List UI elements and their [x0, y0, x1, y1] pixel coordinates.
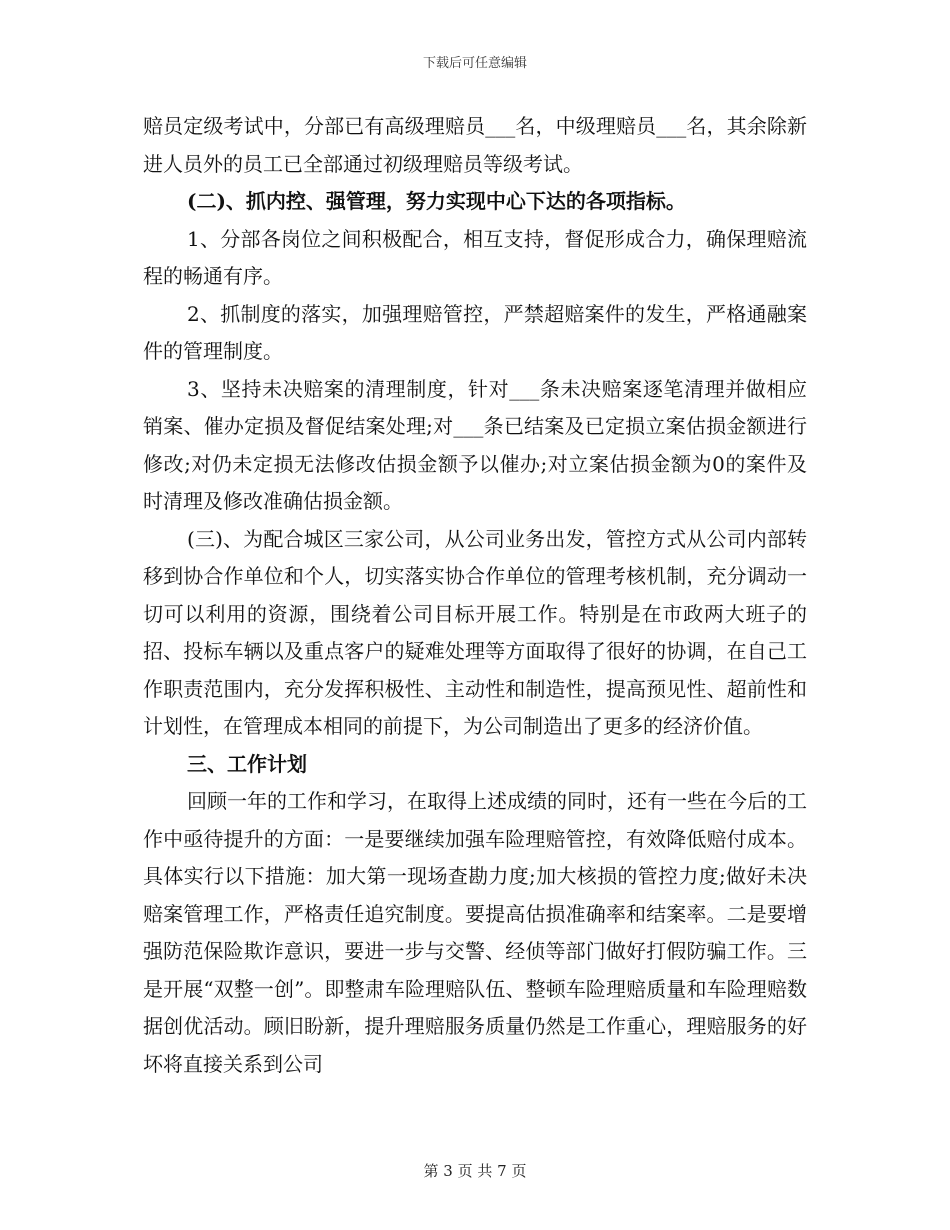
section-heading-work-plan: 三、工作计划: [187, 751, 307, 776]
page-header: 下载后可任意编辑: [422, 56, 527, 71]
document-body: [143, 108, 807, 1083]
section-heading-2: (二)、抓内控、强管理，努力实现中心下达的各项指标。: [187, 189, 686, 213]
paragraph-item-1: 1、分部各岗位之间积极配合，相互支持，督促形成合力，确保理赔流程的畅通有序。: [143, 226, 807, 288]
paragraph-item-2: 2、抓制度的落实，加强理赔管控，严禁超赔案件的发生，严格通融案件的管理制度。: [143, 301, 807, 363]
page-footer: 第 3 页 共 7 页: [423, 1162, 527, 1180]
paragraph-continuation: 赔员定级考试中，分部已有高级理赔员___名，中级理赔员___名，其余除新进人员外的员工已全部通过初级理赔员等级考试。: [143, 114, 807, 176]
section-3-paragraph: (三)、为配合城区三家公司，从公司业务出发，管控方式从公司内部转移到协合作单位和个人，切实落实协合作单位的管理考核机制，充分调动一切可以利用的资源，围绕着公司目标开展工作。特别是在市政两大班子的招、投标车辆以及重点客户的疑难处理等方面取得了很好的协调，在自己工作职责范围内，充分发挥积极性、主动性和制造性，提高预见性、超前性和计划性，在管理成本相同的前提下，为公司制造出了更多的经济价值。: [143, 526, 807, 738]
paragraph-item-3: 3、坚持未决赔案的清理制度，针对___条未决赔案逐笔清理并做相应销案、催办定损及督促结案处理;对___条已结案及已定损立案估损金额进行修改;对仍未定损无法修改估损金额予以催办;对立案估损金额为0的案件及时清理及修改准确估损金额。: [143, 376, 807, 513]
work-plan-paragraph: 回顾一年的工作和学习，在取得上述成绩的同时，还有一些在今后的工作中亟待提升的方面：一是要继续加强车险理赔管控，有效降低赔付成本。具体实行以下措施：加大第一现场查勘力度;加大核损的管控力度;做好未决赔案管理工作，严格责任追究制度。要提高估损准确率和结案率。二是要增强防范保险欺诈意识，要进一步与交警、经侦等部门做好打假防骗工作。三是开展“双整一创”。即整肃车险理赔队伍、整顿车险理赔质量和车险理赔数据创优活动。顾旧盼新，提升理赔服务质量仍然是工作重心，理赔服务的好坏将直接关系到公司: [143, 789, 807, 1076]
